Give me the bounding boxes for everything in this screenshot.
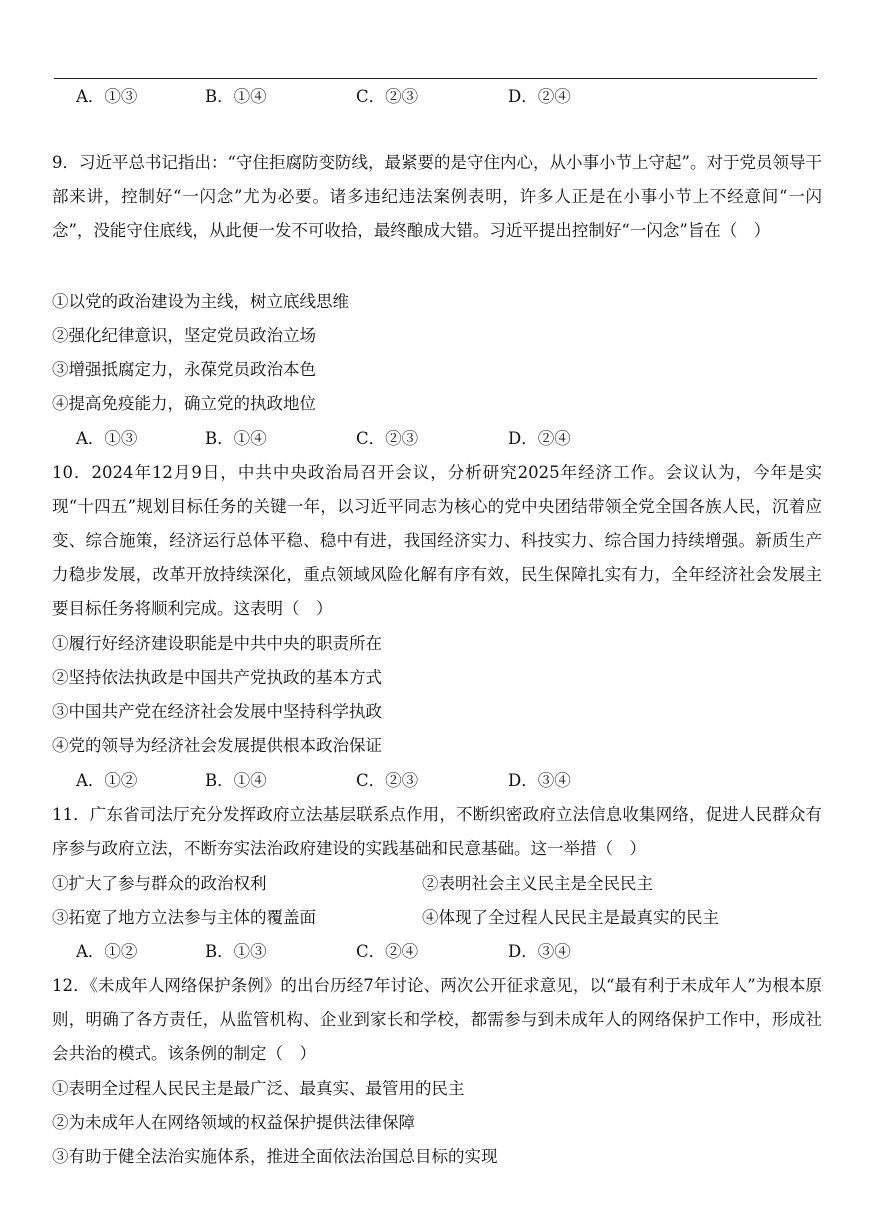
option-c: C．②④ (356, 942, 419, 961)
q10-stem: 10．2024年12月9日，中共中央政治局召开会议，分析研究2025年经济工作。会议认为，今年是实现“十四五”规划目标任务的关键一年，以习近平同志为核心的党中央团结带领全党全国各族人民，沉着应变、综合施策，经济运行总体平稳、稳中有进，我国经济实力、科技实力、综合国力持续增强。新质生产力稳步发展，改革开放持续深化，重点领域风险化解有序有效，民生保障扎实有力，全年经济社会发展主要目标任务将顺利完成。这表明（ ） (52, 463, 822, 618)
option-b: B．①④ (205, 429, 267, 448)
q11-item-2: ②表明社会主义民主是全民民主 (422, 874, 653, 893)
q9-item-2: ②强化纪律意识，坚定党员政治立场 (52, 326, 316, 345)
option-a: A．①③ (76, 87, 138, 106)
q10-item-1: ①履行好经济建设职能是中共中央的职责所在 (52, 634, 382, 653)
header-rule (54, 78, 817, 79)
option-a: A．①③ (76, 429, 138, 448)
q9-item-3: ③增强抵腐定力，永葆党员政治本色 (52, 360, 316, 379)
q9-stem: 9．习近平总书记指出：“守住拒腐防变防线，最紧要的是守住内心，从小事小节上守起”。对于党员领导干部来讲，控制好“一闪念”尤为必要。诸多违纪违法案例表明，许多人正是在小事小节上不经意间“一闪念”，没能守住底线，从此便一发不可收拾，最终酿成大错。习近平提出控制好“一闪念”旨在（ ） (52, 153, 822, 240)
option-b: B．①③ (205, 942, 267, 961)
option-d: D．③④ (508, 771, 571, 790)
option-b: B．①④ (205, 771, 267, 790)
q11-stem: 11．广东省司法厅充分发挥政府立法基层联系点作用，不断织密政府立法信息收集网络，促进人民群众有序参与政府立法，不断夯实法治政府建设的实践基础和民意基础。这一举措（ ） (52, 805, 822, 858)
option-d: D．②④ (508, 87, 571, 106)
q10-item-2: ②坚持依法执政是中国共产党执政的基本方式 (52, 668, 382, 687)
q11-item-1: ①扩大了参与群众的政治权利 (52, 874, 267, 893)
option-b: B．①④ (205, 87, 267, 106)
option-c: C．②③ (356, 429, 419, 448)
q10-options (0, 769, 870, 793)
option-c: C．②③ (356, 771, 419, 790)
option-a: A．①② (76, 942, 138, 961)
q12-item-3: ③有助于健全法治实施体系，推进全面依法治国总目标的实现 (52, 1147, 498, 1166)
q11-options (0, 940, 870, 964)
q9-item-4: ④提高免疫能力，确立党的执政地位 (52, 394, 316, 413)
q10-item-4: ④党的领导为经济社会发展提供根本政治保证 (52, 736, 382, 755)
option-d: D．②④ (508, 429, 571, 448)
q12-item-1: ①表明全过程人民民主是最广泛、最真实、最管用的民主 (52, 1079, 465, 1098)
option-a: A．①② (76, 771, 138, 790)
q11-item-4: ④体现了全过程人民民主是最真实的民主 (422, 908, 719, 927)
q12-item-2: ②为未成年人在网络领域的权益保护提供法律保障 (52, 1113, 415, 1132)
q12-stem: 12．《未成年人网络保护条例》的出台历经7年讨论、两次公开征求意见，以“最有利于未成年人”为根本原则，明确了各方责任，从监管机构、企业到家长和学校，都需参与到未成年人的网络保护工作中，形成社会共治的模式。该条例的制定（ ） (52, 976, 822, 1063)
q10-item-3: ③中国共产党在经济社会发展中坚持科学执政 (52, 702, 382, 721)
option-c: C．②③ (356, 87, 419, 106)
q8-options (0, 85, 870, 109)
option-d: D．③④ (508, 942, 571, 961)
q11-item-3: ③拓宽了地方立法参与主体的覆盖面 (52, 908, 316, 927)
q9-options (0, 427, 870, 451)
q9-item-1: ①以党的政治建设为主线，树立底线思维 (52, 292, 349, 311)
